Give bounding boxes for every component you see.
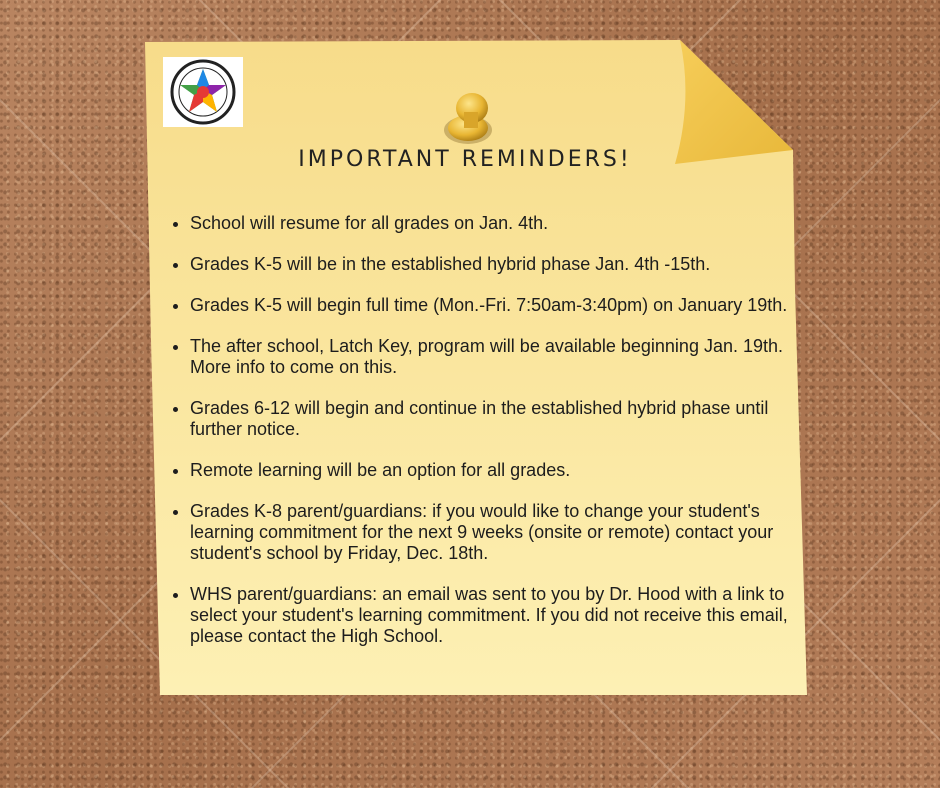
list-item: • The after school, Latch Key, program will be available beginning Jan. 19th. More info to come on this. [190, 336, 810, 378]
list-item: • Grades 6-12 will begin and continue in the established hybrid phase until further notice. [190, 398, 810, 440]
list-item: • Grades K-8 parent/guardians: if you would like to change your student's learning commitment for the next 9 weeks (onsite or remote) contact your student's school by Friday, Dec. 18th. [190, 501, 810, 564]
page-title: IMPORTANT REMINDERS! [298, 147, 632, 172]
school-logo [163, 57, 243, 127]
reminders-list [165, 213, 810, 667]
list-item: • Grades K-5 will be in the established hybrid phase Jan. 4th -15th. [190, 254, 810, 275]
list-item: • Remote learning will be an option for all grades. [190, 460, 810, 481]
list-item: • WHS parent/guardians: an email was sent to you by Dr. Hood with a link to select your student's learning commitment. If you did not receive this email, please contact the High School. [190, 584, 810, 647]
pushpin-icon [442, 90, 494, 146]
sticky-note [145, 40, 817, 695]
list-item: • Grades K-5 will begin full time (Mon.-Fri. 7:50am-3:40pm) on January 19th. [190, 295, 810, 316]
list-item: • School will resume for all grades on Jan. 4th. [190, 213, 810, 234]
